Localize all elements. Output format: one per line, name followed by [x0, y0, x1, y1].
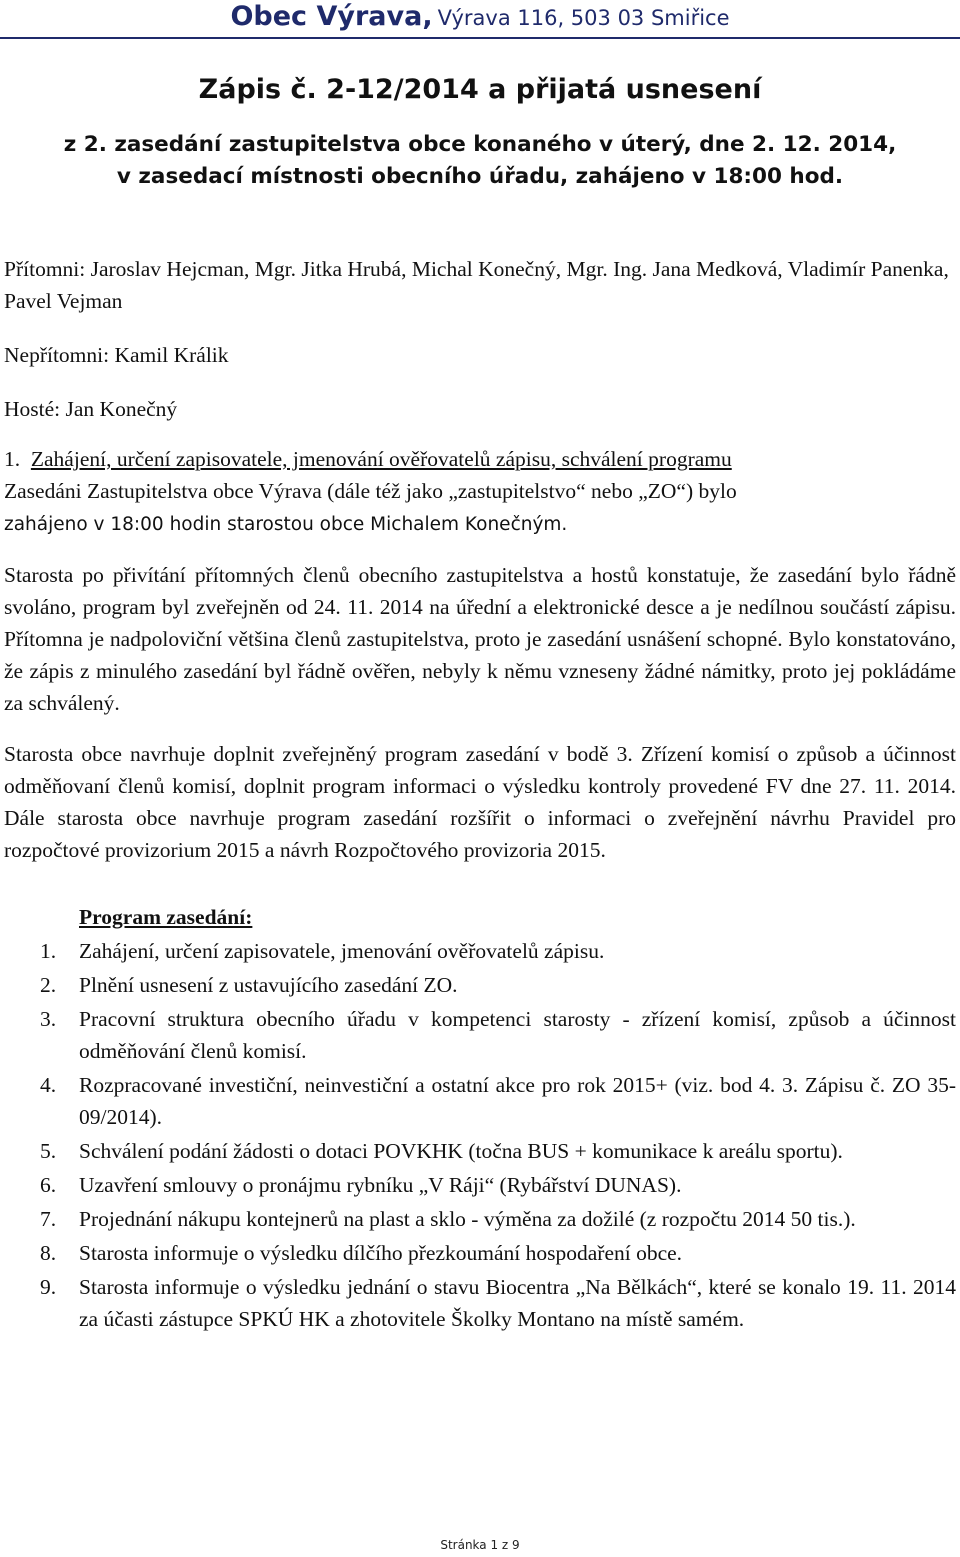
list-item — [4, 1003, 956, 1067]
document-title: Zápis č. 2-12/2014 a přijatá usnesení — [198, 74, 762, 105]
guests: Hosté: Jan Konečný — [4, 397, 178, 421]
list-item-text: Plnění usnesení z ustavujícího zasedání ZO. — [79, 973, 458, 997]
section-1-para-1-a: Zasedáni Zastupitelstva obce Výrava (dále též jako „zastupitelstvo“ nebo „ZO“) bylo — [4, 479, 737, 503]
list-item — [4, 1237, 956, 1269]
section-1-number: 1. — [4, 447, 21, 471]
list-item-number: 2. — [40, 973, 57, 997]
section-1-heading: Zahájení, určení zapisovatele, jmenování ověřovatelů zápisu, schválení programu — [30, 447, 732, 471]
list-item-text: Uzavření smlouvy o pronájmu rybníku „V Ráji“ (Rybářství DUNAS). — [79, 1173, 682, 1197]
list-item-number: 1. — [40, 939, 57, 963]
list-item-text: Projednání nákupu kontejnerů na plast a sklo - výměna za dožilé (z rozpočtu 2014 50 tis.). — [79, 1207, 856, 1231]
absent-members: Nepřítomni: Kamil Králik — [4, 343, 229, 367]
letterhead-org: Obec Výrava, — [230, 1, 433, 32]
title-block — [4, 71, 956, 193]
list-item — [4, 1203, 956, 1235]
list-item-number: 9. — [40, 1275, 57, 1299]
list-item-text: Schválení podání žádosti o dotaci POVKHK (točna BUS + komunikace k areálu sportu). — [79, 1139, 843, 1163]
letterhead-address: Výrava 116, 503 03 Smiřice — [437, 6, 730, 30]
section-1-para-3: Starosta obce navrhuje doplnit zveřejněný program zasedání v bodě 3. Zřízení komisí o způsob a účinnost odměňovaní členů komisí, doplnit program informaci o výsledku kontroly provedené FV dne 27. 11. 2014. Dále starosta obce navrhuje program zasedání rozšířit o informaci o zveřejnění návrhu Pravidel pro rozpočtové provizorium 2015 a návrh Rozpočtového provizoria 2015. — [4, 742, 956, 862]
list-item — [4, 1169, 956, 1201]
list-item-text: Starosta informuje o výsledku jednání o stavu Biocentra „Na Bělkách“, které se konalo 19. 11. 2014 za účasti zástupce SPKÚ HK a zhotovitele Školky Montano na místě samém. — [79, 1275, 956, 1331]
list-item — [4, 935, 956, 967]
section-1 — [4, 443, 956, 866]
page-footer: Stránka 1 z 9 — [440, 1538, 520, 1552]
list-item-text: Starosta informuje o výsledku dílčího přezkoumání hospodaření obce. — [79, 1241, 683, 1265]
subtitle-line-1: z 2. zasedání zastupitelstva obce konaného v úterý, dne 2. 12. 2014, — [63, 132, 897, 157]
list-item-number: 6. — [40, 1173, 57, 1197]
list-item-number: 3. — [40, 1007, 57, 1031]
program-list — [4, 935, 956, 1335]
section-1-para-1-b: zahájeno v 18:00 hodin starostou obce Michalem Konečným. — [4, 514, 568, 535]
list-item — [4, 969, 956, 1001]
letterhead-rule — [0, 37, 960, 39]
list-item-number: 7. — [40, 1207, 57, 1231]
program-title: Program zasedání: — [79, 905, 253, 929]
present-members: Přítomni: Jaroslav Hejcman, Mgr. Jitka Hrubá, Michal Konečný, Mgr. Ing. Jana Medková, Vladimír Panenka, Pavel Vejman — [4, 257, 949, 313]
list-item-number: 8. — [40, 1241, 57, 1265]
list-item — [4, 1135, 956, 1167]
list-item-number: 4. — [40, 1073, 57, 1097]
document-subtitle — [4, 129, 956, 193]
list-item — [4, 1271, 956, 1335]
section-1-para-1 — [4, 475, 956, 541]
list-item-text: Zahájení, určení zapisovatele, jmenování ověřovatelů zápisu. — [79, 939, 605, 963]
list-item-text: Pracovní struktura obecního úřadu v kompetenci starosty - zřízení komisí, způsob a účinnost odměňování členů komisí. — [79, 1007, 956, 1063]
list-item-text: Rozpracované investiční, neinvestiční a ostatní akce pro rok 2015+ (viz. bod 4. 3. Zápisu č. ZO 35-09/2014). — [79, 1073, 956, 1129]
section-1-heading-line — [4, 443, 956, 475]
letterhead — [4, 0, 956, 34]
subtitle-line-2: v zasedací místnosti obecního úřadu, zahájeno v 18:00 hod. — [116, 164, 844, 189]
section-1-para-2: Starosta po přivítání přítomných členů obecního zastupitelstva a hostů konstatuje, že zasedání bylo řádně svoláno, program byl zveřejněn od 24. 11. 2014 na úřední a elektronické desce a je nedílnou součástí zápisu. Přítomna je nadpoloviční většina členů zastupitelstva, proto je zasedání usnášení schopné. Bylo konstatováno, že zápis z minulého zasedání byl řádně ověřen, nebyly k němu vzneseny žádné námitky, proto jej pokládáme za schválený. — [4, 563, 956, 715]
list-item — [4, 1069, 956, 1133]
list-item-number: 5. — [40, 1139, 57, 1163]
